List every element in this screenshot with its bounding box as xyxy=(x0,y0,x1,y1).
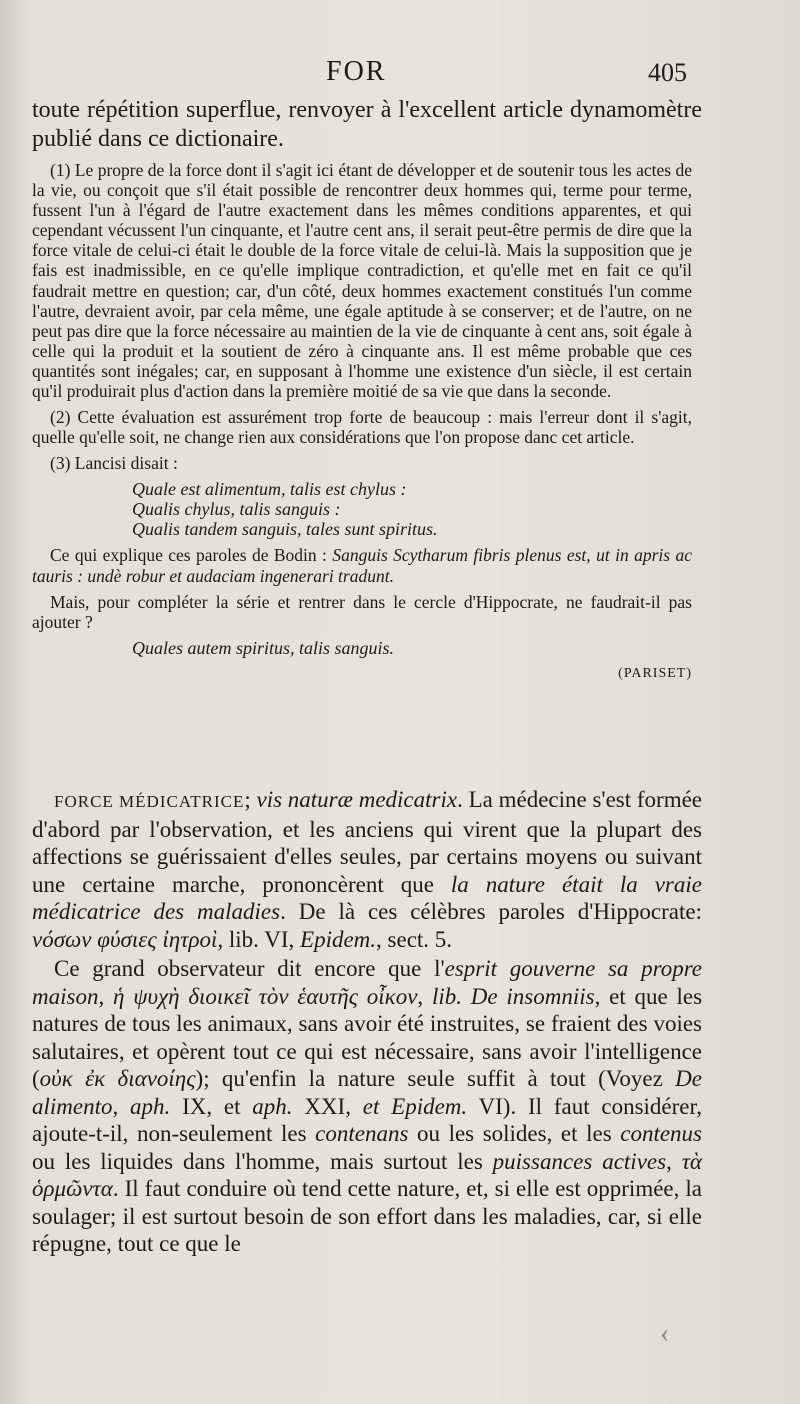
italic-term: puissances actives xyxy=(492,1148,667,1174)
footnote-3: (3) Lancisi disait : xyxy=(50,453,178,474)
pencil-mark: ‹ xyxy=(660,1318,670,1349)
text-run: VI). Il faut considérer, ajoute-t-il, non-seulement les xyxy=(32,1093,702,1146)
italic-phrase: la nature était la vraie médicatrice des maladies xyxy=(32,871,702,924)
greek-quote: τὰ ὁρμῶντα xyxy=(32,1148,702,1201)
text-run: , xyxy=(98,983,113,1009)
citation: et Epidem. xyxy=(362,1093,468,1119)
citation: aph. xyxy=(252,1093,293,1119)
text-run: , xyxy=(417,983,432,1009)
text-run: , sect. 5. xyxy=(376,926,453,952)
text-run: . Il faut conduire où tend cette nature, et, si elle est opprimée, la soulager; il est surtout besoin de son effort dans les maladies, car, si elle répugne, tout ce que le xyxy=(32,1176,702,1256)
footnote-2: (2) Cette évaluation est assurément trop forte de beaucoup : mais l'erreur dont il s'agit, quelle qu'elle soit, ne change rien aux considérations que l'on propose danc cet article. xyxy=(32,407,692,448)
footnotes xyxy=(32,160,692,684)
body-text-top: toute répétition superflue, renvoyer à l'excellent article dynamomètre publié dans ce dictionaire. xyxy=(32,97,702,152)
greek-quote: νόσων φύσιες ἰητροὶ xyxy=(32,926,218,952)
article-paragraph-1 xyxy=(32,786,702,953)
text-run: XXI, xyxy=(292,1093,363,1119)
italic-term: contenus xyxy=(620,1121,702,1146)
italic-term: contenans xyxy=(315,1121,409,1146)
text-run: ; xyxy=(244,787,257,812)
verse-line: Quale est alimentum, talis est chylus : xyxy=(132,479,407,500)
article-headword: FORCE MÉDICATRICE xyxy=(54,792,245,811)
citation: lib. De insomniis xyxy=(431,983,595,1009)
greek-quote: ἡ ψυχὴ διοικεῖ τὸν ἑαυτῆς οἶκον xyxy=(113,983,418,1009)
citation: De alimento, aph. xyxy=(32,1066,702,1119)
text-run: . La médecine s'est formée d'abord par l'observation, et les anciens qui virent que la plupart des affections se guérissaient d'elles seules, par certains moyens ou suivant une certaine marche, prononcèrent que xyxy=(32,787,703,897)
final-verse xyxy=(32,638,692,658)
verse-line: Qualis chylus, talis sanguis : xyxy=(132,499,341,520)
latin-term: vis naturæ medicatrix xyxy=(256,787,458,812)
text-run: , lib. VI, xyxy=(217,926,301,952)
hippocrate-paragraph: Mais, pour compléter la série et rentrer dans le cercle d'Hippocrate, ne faudrait-il pas ajouter ? xyxy=(32,591,692,632)
text-run: IX, et xyxy=(170,1093,253,1119)
text-run: . De là ces célèbres paroles d'Hippocrate: xyxy=(280,899,702,924)
verse-line: Qualis tandem sanguis, tales sunt spiritus. xyxy=(132,519,438,540)
text-run: ou les liquides dans l'homme, mais surtout les xyxy=(32,1148,493,1174)
running-head: FOR xyxy=(326,56,387,87)
italic-phrase: esprit gouverne sa propre maison xyxy=(32,956,702,1009)
bodin-quote: Sanguis Scytharum fibris plenus est, ut in apris ac tauris : undè robur et audaciam ingenerari tradunt. xyxy=(32,545,692,586)
bodin-paragraph xyxy=(32,545,692,585)
page-header xyxy=(0,56,800,96)
footnote-1: (1) Le propre de la force dont il s'agit ici étant de développer et de soutenir tous les actes de la vie, ou conçoit que s'il était possible de rencontrer deux hommes qui, terme pour terme, fussent l'un à l'égard de l'autre exactement dans les mêmes conditions apparentes, et qui cependant vécussent l'un cinquante, et l'autre cent ans, il serait peut-être permis de dire que la force vitale de celui-ci était le double de la force vitale de celui-là. Mais la supposition que je fais est inadmissible, en ce qu'elle implique contradiction, et qu'elle met en fait ce qu'il faudrait mettre en question; car, d'un côté, deux hommes exactement constitués l'un comme l'autre, devraient avoir, par cela même, une égale aptitude à se conserver; et de l'autre, on ne peut pas dire que la force nécessaire au maintien de la vie de cinquante à cent ans, soit égale à celle qui la produit et la soutient de zéro à cinquante ans. Il est même probable que ces quantités sont inégales; car, en supposant à l'homme une existence d'un siècle, il est certain qu'il produirait plus d'action dans la première moitié de sa vie que dans la seconde. xyxy=(32,160,692,402)
text-run: Ce grand observateur dit encore que l' xyxy=(54,956,445,981)
greek-quote: οὐκ ἐκ διανοίης xyxy=(39,1066,196,1091)
page-number: 405 xyxy=(648,58,687,87)
article-force-medicatrice xyxy=(32,786,702,1260)
author-signature: (PARISET) xyxy=(618,665,692,681)
bodin-lead: Ce qui explique ces paroles de Bodin : xyxy=(50,545,333,566)
text-run: , et que les natures de tous les animaux, sans avoir été instruites, se fraient des voies salutaires, et opèrent tout ce qui est nécessaire, sans avoir l'intelligence ( xyxy=(32,983,703,1091)
verse-line: Quales autem spiritus, talis sanguis. xyxy=(132,637,395,658)
lancisi-verses xyxy=(32,479,692,539)
article-paragraph-2 xyxy=(32,955,702,1258)
text-run: ou les solides, et les xyxy=(408,1121,621,1146)
text-run: ); qu'enfin la nature seule suffit à tout (Voyez xyxy=(195,1066,676,1091)
text-run: , xyxy=(666,1148,682,1174)
citation: Epidem. xyxy=(300,926,377,952)
